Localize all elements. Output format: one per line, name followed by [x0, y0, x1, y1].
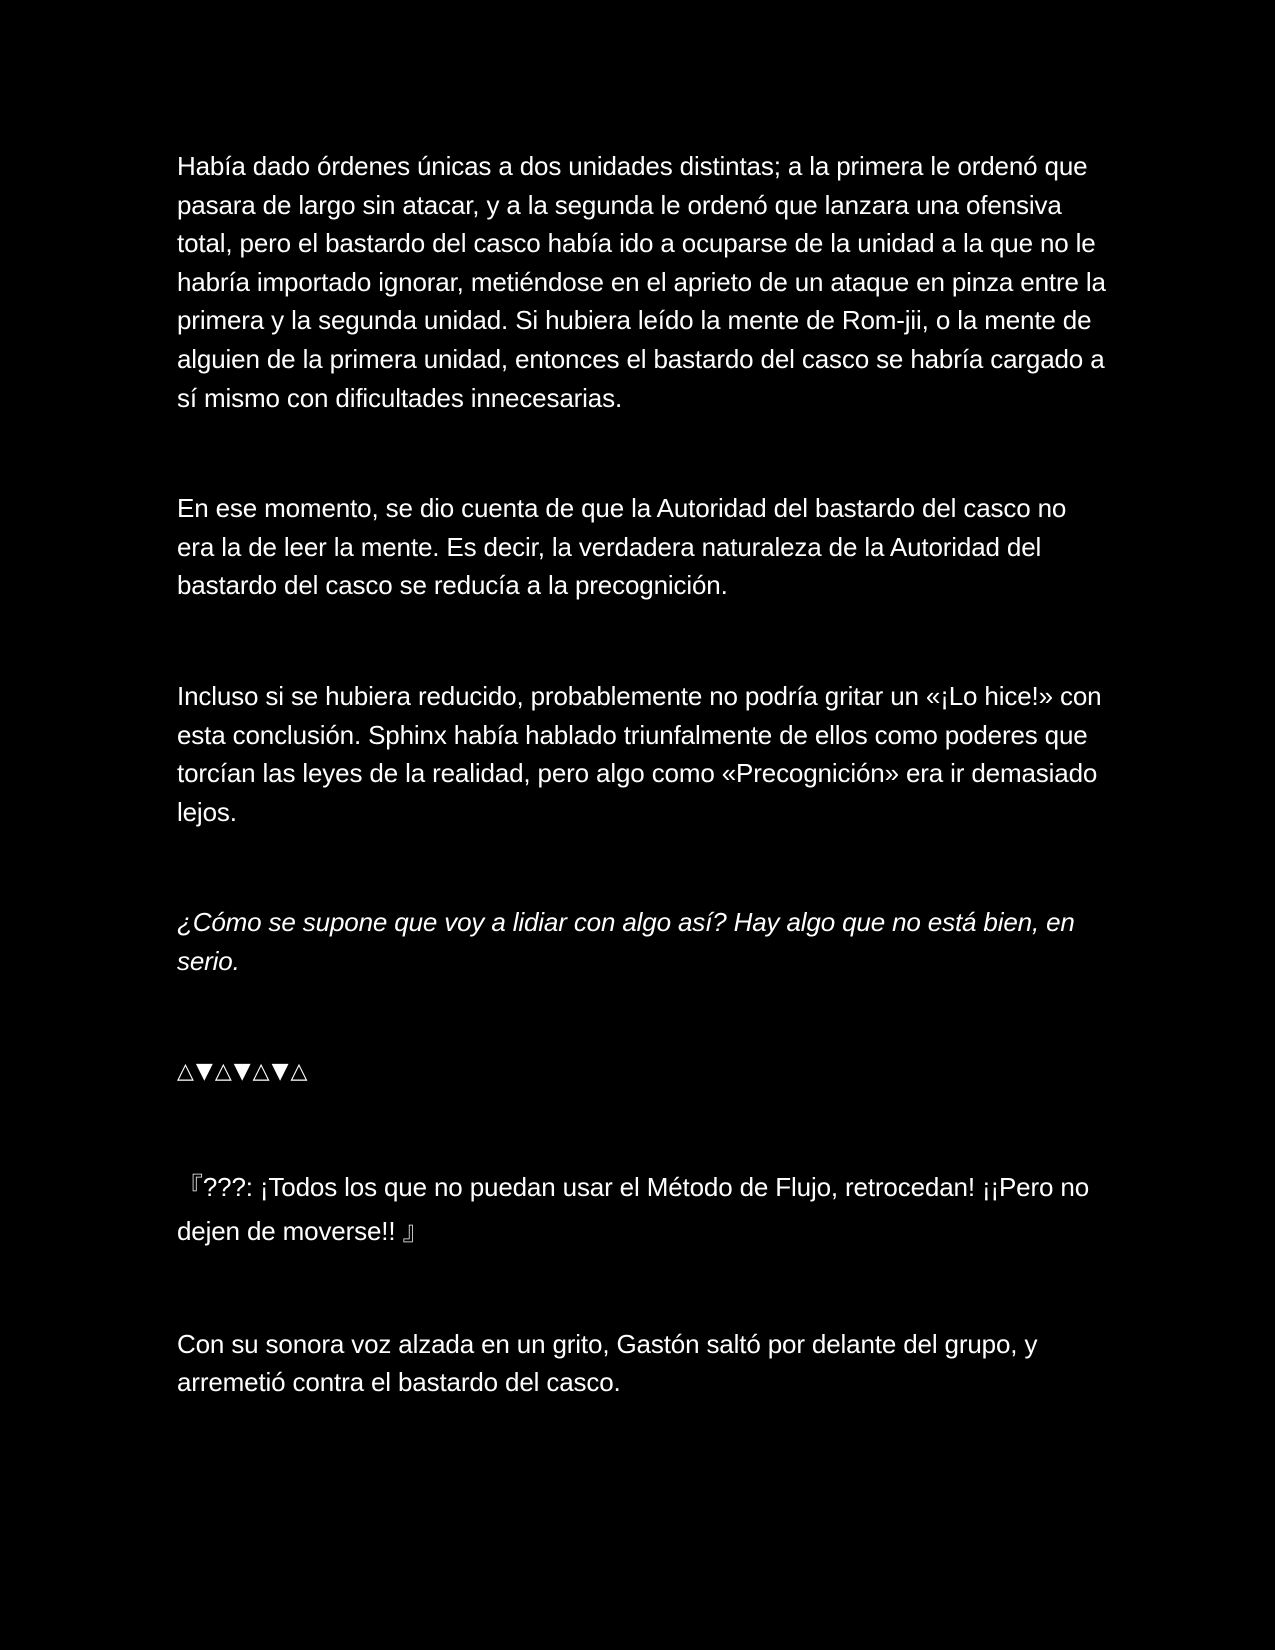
- paragraph-inner-thought: ¿Cómo se supone que voy a lidiar con algo así? Hay algo que no está bien, en serio.: [177, 907, 1075, 976]
- scene-divider: △▼△▼△▼△: [177, 1058, 310, 1084]
- paragraph-realization: En ese momento, se dio cuenta de que la Autoridad del bastardo del casco no era la de leer la mente. Es decir, la verdadera naturaleza de la Autoridad del bastardo del casco se reducía a la precognición.: [177, 493, 1067, 601]
- paragraph-precognition: Incluso si se hubiera reducido, probablemente no podría gritar un «¡Lo hice!» con esta conclusión. Sphinx había hablado triunfalmente de ellos como poderes que torcían las leyes de la realidad, pero algo como «Precognición» era ir demasiado lejos.: [177, 680, 1102, 827]
- paragraph-closing: Con su sonora voz alzada en un grito, Gastón saltó por delante del grupo, y arremetió contra el bastardo del casco.: [177, 1328, 1038, 1398]
- dialogue-line: 『???: ¡Todos los que no puedan usar el Método de Flujo, retrocedan! ¡¡Pero no dejen de moverse!! 』: [177, 1171, 1090, 1246]
- paragraph-orders: Había dado órdenes únicas a dos unidades distintas; a la primera le ordenó que pasara de largo sin atacar, y a la segunda le ordenó que lanzara una ofensiva total, pero el bastardo del casco había ido a ocuparse de la unidad a la que no le habría importado ignorar, metiéndose en el aprieto de un ataque en pinza entre la primera y la segunda unidad. Si hubiera leído la mente de Rom-jii, o la mente de alguien de la primera unidad, entonces el bastardo del casco se habría cargado a sí mismo con dificultades innecesarias.: [177, 151, 1106, 413]
- text-column: [177, 147, 1107, 1402]
